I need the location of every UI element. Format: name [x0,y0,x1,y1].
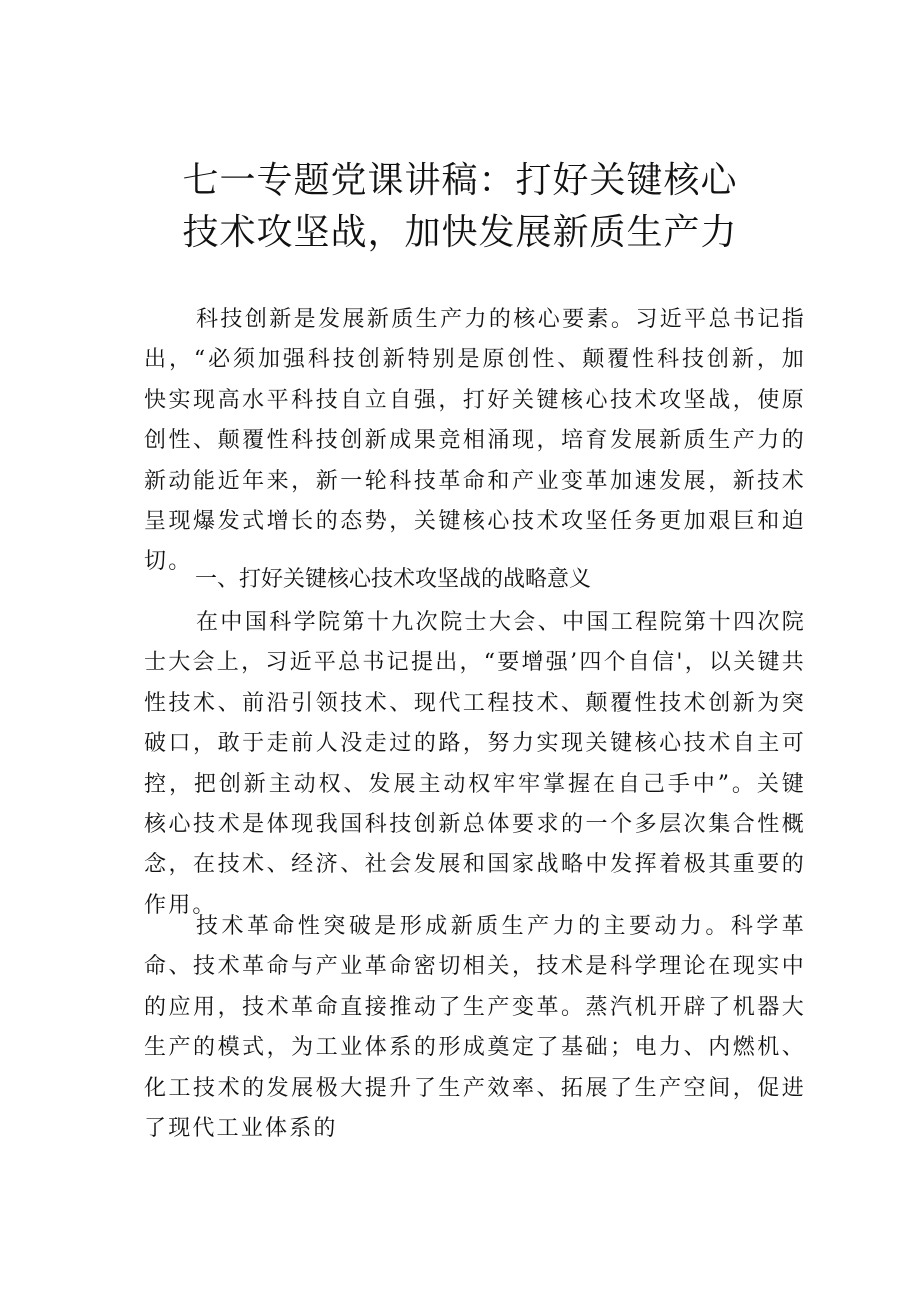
paragraph-strategic-significance [144,603,806,926]
paragraph-3-text: 技术革命性突破是形成新质生产力的主要动力。科学革命、技术革命与产业革命密切相关，技术是科学理论在现实中的应用，技术革命直接推动了生产变革。蒸汽机开辟了机器大生产的模式，为工业体系的形成奠定了基础；电力、内燃机、化工技术的发展极大提升了生产效率、拓展了生产空间，促进了现代工业体系的 [144,914,806,1142]
paragraph-intro [144,300,806,583]
document-title-line-2: 技术攻坚战，加快发展新质生产力 [182,212,738,253]
paragraph-1-text: 科技创新是发展新质生产力的核心要素。习近平总书记指出，“必须加强科技创新特别是原创性、颠覆性科技创新，加快实现高水平科技自立自强，打好关键核心技术攻坚战，使原创性、颠覆性科技创新成果竞相涌现，培育发展新质生产力的新动能近年来，新一轮科技革命和产业变革加速发展，新技术呈现爆发式增长的态势，关键核心技术攻坚任务更加艰巨和迫切。 [144,307,806,575]
document-title-line-1: 七一专题党课讲稿：打好关键核心 [182,160,738,201]
paragraph-technology-revolution [144,907,806,1149]
paragraph-2-text: 在中国科学院第十九次院士大会、中国工程院第十四次院士大会上，习近平总书记提出，“要增强’四个自信'，以关键共性技术、前沿引领技术、现代工程技术、颠覆性技术创新为突破口，敢于走前人没走过的路，努力实现关键核心技术自主可控，把创新主动权、发展主动权牢牢掌握在自己手中”。关键核心技术是体现我国科技创新总体要求的一个多层次集合性概念，在技术、经济、社会发展和国家战略中发挥着极其重要的作用。 [144,610,806,918]
section-heading-1: 一、打好关键核心技术攻坚战的战略意义 [195,567,592,592]
